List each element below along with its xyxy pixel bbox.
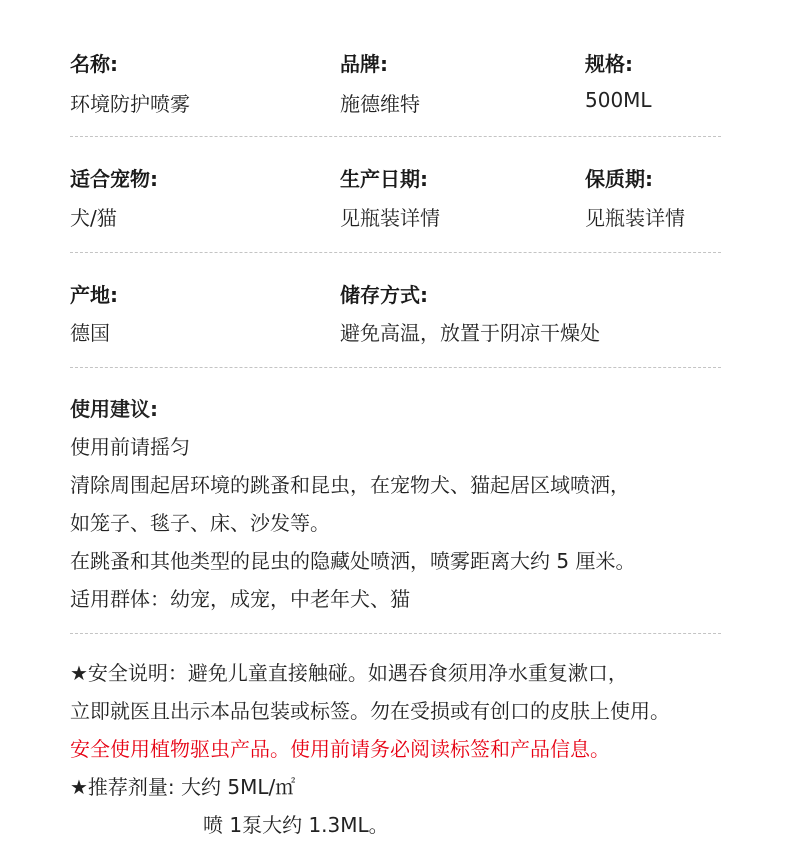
production-date-value: 见瓶装详情	[340, 206, 440, 230]
usage-line: 在跳蚤和其他类型的昆虫的隐藏处喷洒，喷雾距离大约 5 厘米。	[70, 549, 636, 573]
dosage-line: ★推荐剂量: 大约 5ML/㎡	[70, 775, 296, 799]
name-label: 名称:	[70, 52, 118, 76]
divider	[70, 367, 721, 368]
usage-line: 清除周围起居环境的跳蚤和昆虫，在宠物犬、猫起居区域喷洒，	[70, 473, 630, 497]
brand-value: 施德维特	[340, 92, 420, 116]
origin-value: 德国	[70, 321, 110, 345]
safety-warning: 安全使用植物驱虫产品。使用前请务必阅读标签和产品信息。	[70, 737, 610, 761]
production-date-label: 生产日期:	[340, 167, 428, 191]
shelf-life-value: 见瓶装详情	[585, 206, 685, 230]
pet-type-value: 犬/猫	[70, 206, 117, 230]
dosage-line-detail: 喷 1泵大约 1.3ML。	[203, 813, 389, 837]
storage-value: 避免高温，放置于阴凉干燥处	[340, 321, 600, 345]
safety-line: 立即就医且出示本品包装或标签。勿在受损或有创口的皮肤上使用。	[70, 699, 670, 723]
storage-label: 储存方式:	[340, 283, 428, 307]
divider	[70, 136, 721, 137]
usage-line: 适用群体：幼宠，成宠，中老年犬、猫	[70, 587, 410, 611]
pet-type-label: 适合宠物:	[70, 167, 158, 191]
divider	[70, 252, 721, 253]
shelf-life-label: 保质期:	[585, 167, 653, 191]
divider	[70, 633, 721, 634]
usage-line: 如笼子、毯子、床、沙发等。	[70, 511, 330, 535]
origin-label: 产地:	[70, 283, 118, 307]
usage-line: 使用前请摇匀	[70, 435, 190, 459]
usage-title: 使用建议:	[70, 397, 158, 421]
brand-label: 品牌:	[340, 52, 388, 76]
spec-value: 500ML	[585, 88, 652, 112]
name-value: 环境防护喷雾	[70, 92, 190, 116]
safety-line: ★安全说明：避免儿童直接触碰。如遇吞食须用净水重复漱口，	[70, 661, 628, 685]
spec-label: 规格:	[585, 52, 633, 76]
